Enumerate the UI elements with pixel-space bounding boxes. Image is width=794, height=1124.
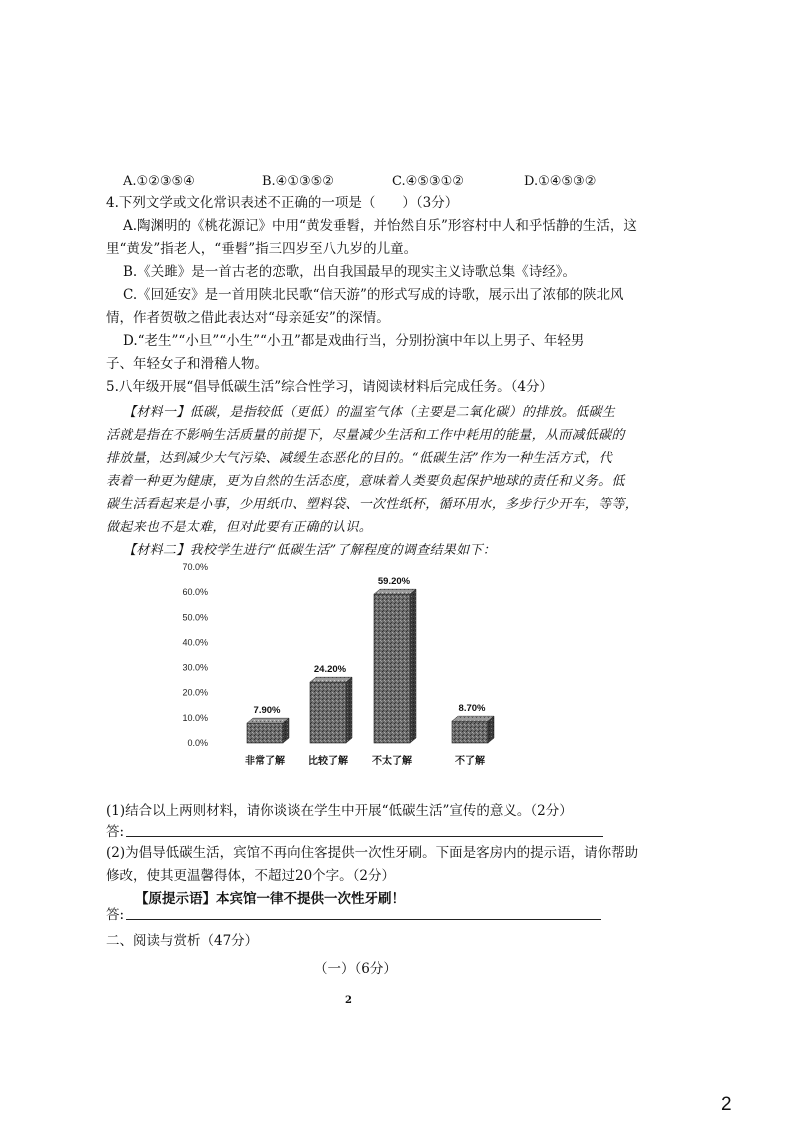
y-tick-label: 50.0% [182, 612, 208, 623]
q4-option-c-line2: 情，作者贺敬之借此表达对“母亲延安”的深情。 [106, 310, 390, 326]
bar [310, 682, 346, 743]
y-tick-label: 20.0% [182, 687, 208, 698]
q4-option-a-line1: A.陶渊明的《桃花源记》中用“黄发垂髫，并怡然自乐”形容村中人和乎恬静的生活，这 [123, 218, 637, 234]
q3-option-d: D.①④⑤③② [524, 174, 597, 189]
y-tick-label: 0.0% [187, 738, 208, 748]
survey-bar-chart [170, 555, 530, 770]
data-label: 8.70% [458, 703, 486, 715]
q4-option-d-line1: D.“老生”“小旦”“小生”“小丑”都是戏曲行当，分别扮演中年以上男子、年轻男 [123, 333, 585, 349]
q4-option-b: B.《关雎》是一首古老的恋歌，出自我国最早的现实主义诗歌总集《诗经》。 [123, 264, 576, 280]
bar-top [247, 718, 289, 723]
answer-label-2: 答: [106, 907, 125, 923]
material-1-line3: 排放量，达到减少大气污染、减缓生态恶化的目的。“低碳生活”作为一种生活方式，代 [106, 451, 612, 466]
q4-option-c-line1: C.《回延安》是一首用陕北民歌“信天游”的形式写成的诗歌，展示出了浓郁的陕北风 [123, 287, 624, 303]
material-1-line5: 碳生活看起来是小事，少用纸巾、塑料袋、一次性纸杯，循环用水，多步行少开车，等等， [106, 497, 639, 512]
answer-line-2[interactable] [126, 919, 601, 920]
material-1-line4: 表着一种更为健康，更为自然的生活态度，意味着人类要负起保护地球的责任和义务。低 [106, 474, 625, 489]
data-label: 7.90% [253, 705, 281, 717]
x-tick-label: 不太了解 [372, 756, 412, 767]
page-number-outer: 2 [721, 1094, 732, 1115]
section-2-heading: 二、阅读与赏析（47分） [106, 933, 259, 949]
bar [452, 721, 488, 743]
bar-top [452, 716, 494, 721]
y-tick-label: 10.0% [182, 712, 208, 723]
q4-option-a-line2: 里“黄发”指老人，“垂髫”指三四岁至八九岁的儿童。 [106, 241, 418, 257]
bar-side [410, 589, 416, 743]
material-1-line1: 【材料一】低碳，是指较低（更低）的温室气体（主要是二氧化碳）的排放。低碳生 [123, 405, 616, 420]
bar-side [346, 677, 352, 743]
q5-sub1: (1)结合以上两则材料，请你谈谈在学生中开展“低碳生活”宣传的意义。（2分） [106, 803, 573, 819]
answer-label-1: 答: [106, 824, 125, 840]
q4-stem: 4.下列文学或文化常识表述不正确的一项是（ ）（3分） [106, 195, 459, 211]
y-tick-label: 70.0% [182, 562, 208, 572]
q3-option-a: A.①②③⑤④ [123, 174, 195, 189]
data-label: 24.20% [313, 664, 347, 676]
x-tick-label: 比较了解 [308, 756, 348, 767]
q3-option-b: B.④①③⑤② [262, 174, 334, 189]
y-tick-label: 30.0% [182, 662, 208, 673]
answer-line-1[interactable] [126, 836, 603, 837]
q3-option-c: C.④⑤③①② [392, 174, 464, 189]
bar [374, 594, 410, 743]
data-label: 59.20% [377, 576, 411, 588]
q4-option-d-line2: 子、年轻女子和滑稽人物。 [106, 356, 268, 372]
material-1-line6: 做起来也不是太难，但对此要有正确的认识。 [106, 520, 373, 535]
x-tick-label: 不了解 [455, 756, 485, 767]
bar [247, 723, 283, 743]
y-tick-label: 40.0% [182, 637, 208, 648]
page-number-inner: 2 [345, 995, 352, 1006]
material-1-line2: 活就是指在不影响生活质量的前提下，尽量减少生活和工作中耗用的能量，从而减低碳的 [106, 428, 625, 443]
q5-stem: 5.八年级开展“倡导低碳生活”综合性学习，请阅读材料后完成任务。（4分） [106, 379, 554, 395]
original-tip: 【原提示语】本宾馆一律不提供一次性牙刷！ [135, 891, 405, 907]
q5-sub2-line1: (2)为倡导低碳生活，宾馆不再向住客提供一次性牙刷。下面是客房内的提示语，请你帮助 [106, 845, 639, 861]
y-tick-label: 60.0% [182, 587, 208, 598]
bar-top [374, 589, 416, 594]
section-2-subheading: （一）（6分） [314, 961, 397, 977]
material-2-intro: 【材料二】我校学生进行“低碳生活”了解程度的调查结果如下： [123, 543, 496, 558]
x-tick-label: 非常了解 [245, 756, 285, 767]
bar-top [310, 677, 352, 682]
q5-sub2-line2: 修改，使其更温馨得体，不超过20个字。（2分） [106, 868, 396, 884]
